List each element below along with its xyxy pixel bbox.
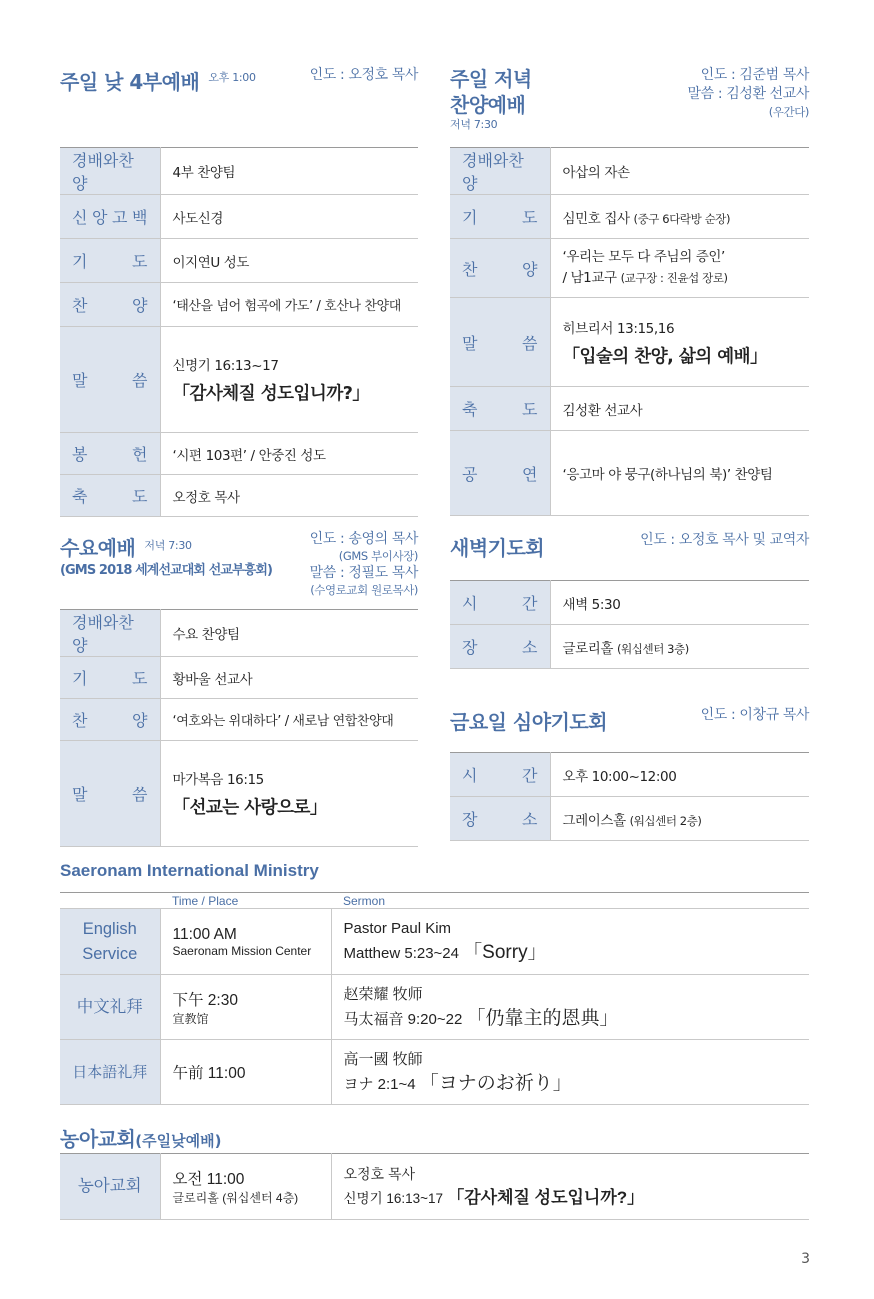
sunEve-speaker: 말씀 : 김성환 선교사 xyxy=(687,86,809,102)
service-label: 日本語礼拜 xyxy=(60,1040,160,1105)
sun4-table xyxy=(60,147,418,517)
table-row-label: 경배와찬양 xyxy=(462,151,524,193)
time-place: 오전 11:00 글로리홀 (워십센터 4층) xyxy=(160,1154,331,1220)
table-row-value xyxy=(160,741,418,847)
wed-leader: 인도 : 송영의 목사 xyxy=(309,531,418,547)
table-row-label: 장 소 xyxy=(462,810,538,829)
sermon-title: 「입술의 찬양, 삶의 예배」 xyxy=(562,346,768,367)
time-place: 11:00 AM Saeronam Mission Center xyxy=(160,909,331,975)
wed-leader-block xyxy=(280,531,418,599)
table-row xyxy=(60,1040,809,1105)
table-row-value xyxy=(160,327,418,433)
table-row-label: 축 도 xyxy=(462,400,538,419)
sunEve-header xyxy=(450,66,532,132)
wed-speaker-note: (수영로교회 원로목사) xyxy=(310,583,418,597)
sunEve-title-line1: 주일 저녁 xyxy=(450,67,532,91)
table-row xyxy=(60,909,809,975)
col-header-time: Time / Place xyxy=(160,893,331,909)
sunEve-speaker-note: (우간다) xyxy=(768,105,809,119)
page-number: 3 xyxy=(801,1251,810,1267)
col-header-sermon: Sermon xyxy=(331,893,809,909)
wed-speaker: 말씀 : 정필도 목사 xyxy=(309,565,418,581)
sun4-leader: 인도 : 오정호 목사 xyxy=(309,67,418,83)
table-row-label: 말 씀 xyxy=(72,785,148,804)
table-row-value: ‘태산을 넘어 험곡에 가도’ / 호산나 찬양대 xyxy=(160,283,418,327)
wed-time: 저녁 7:30 xyxy=(144,539,192,552)
sermon-title: 「선교는 사랑으로」 xyxy=(172,798,327,818)
service-label: 中文礼拜 xyxy=(60,975,160,1040)
sun4-time: 오후 1:00 xyxy=(208,71,256,84)
table-row-label: 장 소 xyxy=(462,638,538,657)
time-place: 午前 11:00 xyxy=(160,1040,331,1105)
sunEve-time: 저녁 7:30 xyxy=(450,118,498,131)
table-row-value: 심민호 집사 (중구 6다락방 순장) xyxy=(550,195,809,239)
table-row xyxy=(60,1154,809,1220)
sermon-info: Pastor Paul Kim Matthew 5:23~24 「Sorry」 xyxy=(331,909,809,975)
sunEve-leader: 인도 : 김준범 목사 xyxy=(700,67,809,83)
table-row-label: 말 씀 xyxy=(72,371,148,390)
dawn-table xyxy=(450,580,809,669)
table-row-value: 김성환 선교사 xyxy=(550,387,809,431)
sermon-info: 오정호 목사 신명기 16:13~17 「감사체질 성도입니까?」 xyxy=(331,1154,809,1220)
table-row-value: 오후 10:00~12:00 xyxy=(550,753,809,797)
service-label: 농아교회 xyxy=(60,1154,160,1220)
table-row-label: 공 연 xyxy=(462,464,538,484)
table-row-value: 그레이스홀 (워십센터 2층) xyxy=(550,797,809,841)
deaf-header xyxy=(60,1123,221,1152)
table-row-label: 시 간 xyxy=(462,594,538,613)
table-row-value: 수요 찬양팀 xyxy=(160,610,418,657)
table-row-label: 찬 양 xyxy=(72,711,148,730)
sermon-info: 赵荣耀 牧师 马太福音 9:20~22 「仍靠主的恩典」 xyxy=(331,975,809,1040)
table-row-label: 말 씀 xyxy=(462,333,538,353)
table-row-label: 기 도 xyxy=(72,252,148,271)
table-row-label: 봉 헌 xyxy=(72,445,148,464)
deaf-title: 농아교회 xyxy=(60,1127,136,1151)
table-row-label: 경배와찬양 xyxy=(60,148,160,195)
table-row-label: 기 도 xyxy=(462,208,538,227)
table-row-label: 경배와찬양 xyxy=(72,613,134,655)
sunEve-leader-block xyxy=(620,66,809,120)
table-row-label: 시 간 xyxy=(462,766,538,785)
table-row-label: 찬 양 xyxy=(72,296,148,315)
table-row-value: ‘우리는 모두 다 주님의 증인’ / 남1교구 (교구장 : 진윤섭 장로) xyxy=(550,239,809,298)
scripture-ref: 히브리서 13:15,16 xyxy=(562,320,675,337)
dawn-title: 새벽기도회 xyxy=(450,536,545,560)
table-row-value: ‘응고마 야 뭉구(하나님의 북)’ 찬양팀 xyxy=(550,431,809,516)
scripture-ref: 마가복음 16:15 xyxy=(172,772,264,788)
table-row-label: 찬 양 xyxy=(462,259,538,279)
time-place: 下午 2:30 宣教馆 xyxy=(160,975,331,1040)
table-row-value: 황바울 선교사 xyxy=(160,657,418,699)
table-row-value: 아삽의 자손 xyxy=(550,148,809,195)
table-row-value: 이지연U 성도 xyxy=(160,239,418,283)
scripture-ref: 신명기 16:13~17 xyxy=(172,358,279,374)
wed-leader-note: (GMS 부이사장) xyxy=(338,549,418,563)
sermon-info: 高一國 牧師 ヨナ 2:1~4 「ヨナのお祈り」 xyxy=(331,1040,809,1105)
dawn-leader: 인도 : 오정호 목사 및 교역자 xyxy=(640,532,809,548)
table-row-value: 4부 찬양팀 xyxy=(160,148,418,195)
table-row-value: 오정호 목사 xyxy=(160,475,418,517)
table-row-value: 새벽 5:30 xyxy=(550,581,809,625)
wed-subtitle: (GMS 2018 세계선교대회 선교부흥회) xyxy=(60,563,273,578)
table-row-value: 글로리홀 (워십센터 3층) xyxy=(550,625,809,669)
table-row-value xyxy=(550,298,809,387)
sun4-title: 주일 낮 4부예배 xyxy=(60,70,200,94)
table-row-label: 축 도 xyxy=(72,487,148,506)
table-row xyxy=(60,975,809,1040)
intl-table xyxy=(60,892,809,1105)
fri-leader: 인도 : 이창규 목사 xyxy=(700,707,809,723)
table-row-value: ‘시편 103편’ / 안중진 성도 xyxy=(160,433,418,475)
table-row-label: 기 도 xyxy=(72,669,148,688)
intl-title: Saeronam International Ministry xyxy=(60,861,319,880)
deaf-title-note: (주일낮예배) xyxy=(135,1132,222,1150)
wed-table xyxy=(60,609,418,847)
sunEve-table xyxy=(450,147,809,516)
wed-header xyxy=(60,532,272,578)
service-label: English Service xyxy=(60,909,160,975)
deaf-table xyxy=(60,1153,809,1220)
fri-title: 금요일 심야기도회 xyxy=(450,710,608,734)
table-row-value: 사도신경 xyxy=(160,195,418,239)
table-row-label: 신 앙 고 백 xyxy=(72,208,148,227)
wed-title: 수요예배 xyxy=(60,536,136,560)
sun4-header xyxy=(60,66,256,95)
table-row-value: ‘여호와는 위대하다’ / 새로남 연합찬양대 xyxy=(160,699,418,741)
fri-table xyxy=(450,752,809,841)
sunEve-title-line2: 찬양예배 xyxy=(450,93,526,117)
sermon-title: 「감사체질 성도입니까?」 xyxy=(172,384,370,404)
